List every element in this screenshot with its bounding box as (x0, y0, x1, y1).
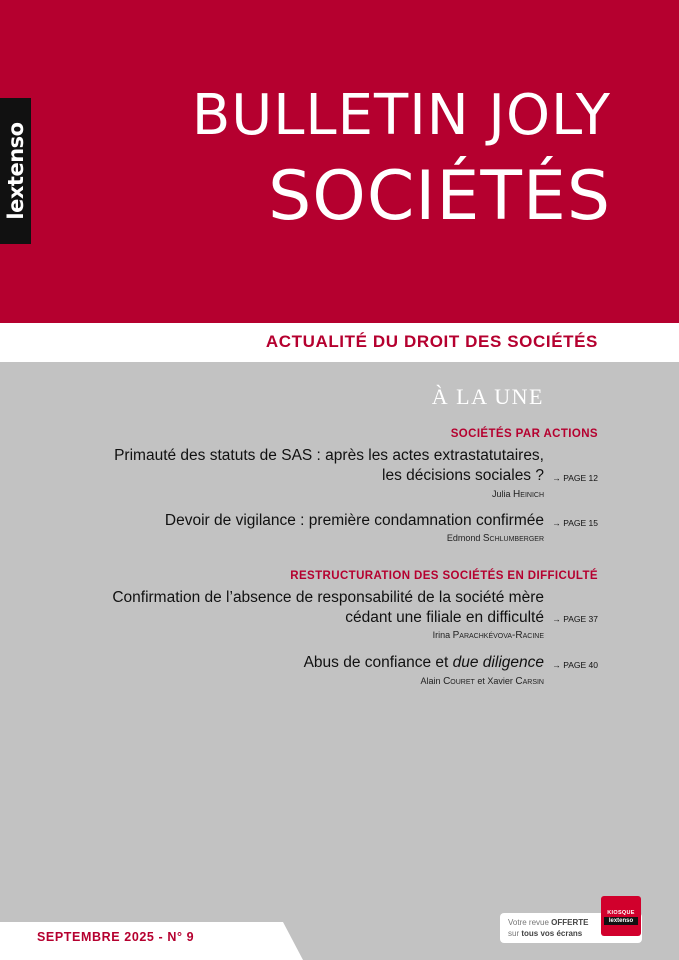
article-author-parachkevova: Irina Parachkévova-Racine (432, 630, 544, 641)
page-ref-12: → PAGE 12 (552, 473, 598, 483)
kiosque-text-line1: Votre revue OFFERTE (508, 918, 589, 927)
journal-title-line2: SOCIÉTÉS (268, 157, 611, 236)
page-ref-15: → PAGE 15 (552, 518, 598, 528)
lextenso-logo: lextenso (0, 98, 31, 244)
article-authors-couret-carsin: Alain Couret et Xavier Carsin (420, 676, 544, 687)
page-ref-37: → PAGE 37 (552, 614, 598, 624)
article-title-vigilance: Devoir de vigilance : première condamnation confirmée (164, 512, 544, 529)
article-title-confirmation: Confirmation de l’absence de responsabilité de la société mère cédant une filiale en difficulté (112, 589, 544, 626)
article-author-heinich: Julia Heinich (492, 489, 544, 500)
kiosque-logo[interactable]: KIOSQUE lextenso (601, 896, 641, 936)
section-label-restructuration: RESTRUCTURATION DES SOCIÉTÉS EN DIFFICULTÉ (290, 570, 598, 582)
issue-date-number: SEPTEMBRE 2025 - N° 9 (37, 930, 195, 944)
journal-subtitle: ACTUALITÉ DU DROIT DES SOCIÉTÉS (265, 332, 598, 351)
journal-title-line1: BULLETIN JOLY (191, 83, 611, 148)
kiosque-text-line2: sur tous vos écrans (508, 929, 583, 938)
section-label-societes-par-actions: SOCIÉTÉS PAR ACTIONS (450, 428, 598, 440)
une-heading: À LA UNE (431, 384, 544, 409)
article-title-primaute: Primauté des statuts de SAS : après les actes extrastatutaires, les décisions sociales ? (114, 447, 544, 484)
article-title-abus: Abus de confiance et due diligence (303, 654, 544, 671)
page-ref-40: → PAGE 40 (552, 660, 598, 670)
article-author-schlumberger: Edmond Schlumberger (446, 533, 544, 544)
